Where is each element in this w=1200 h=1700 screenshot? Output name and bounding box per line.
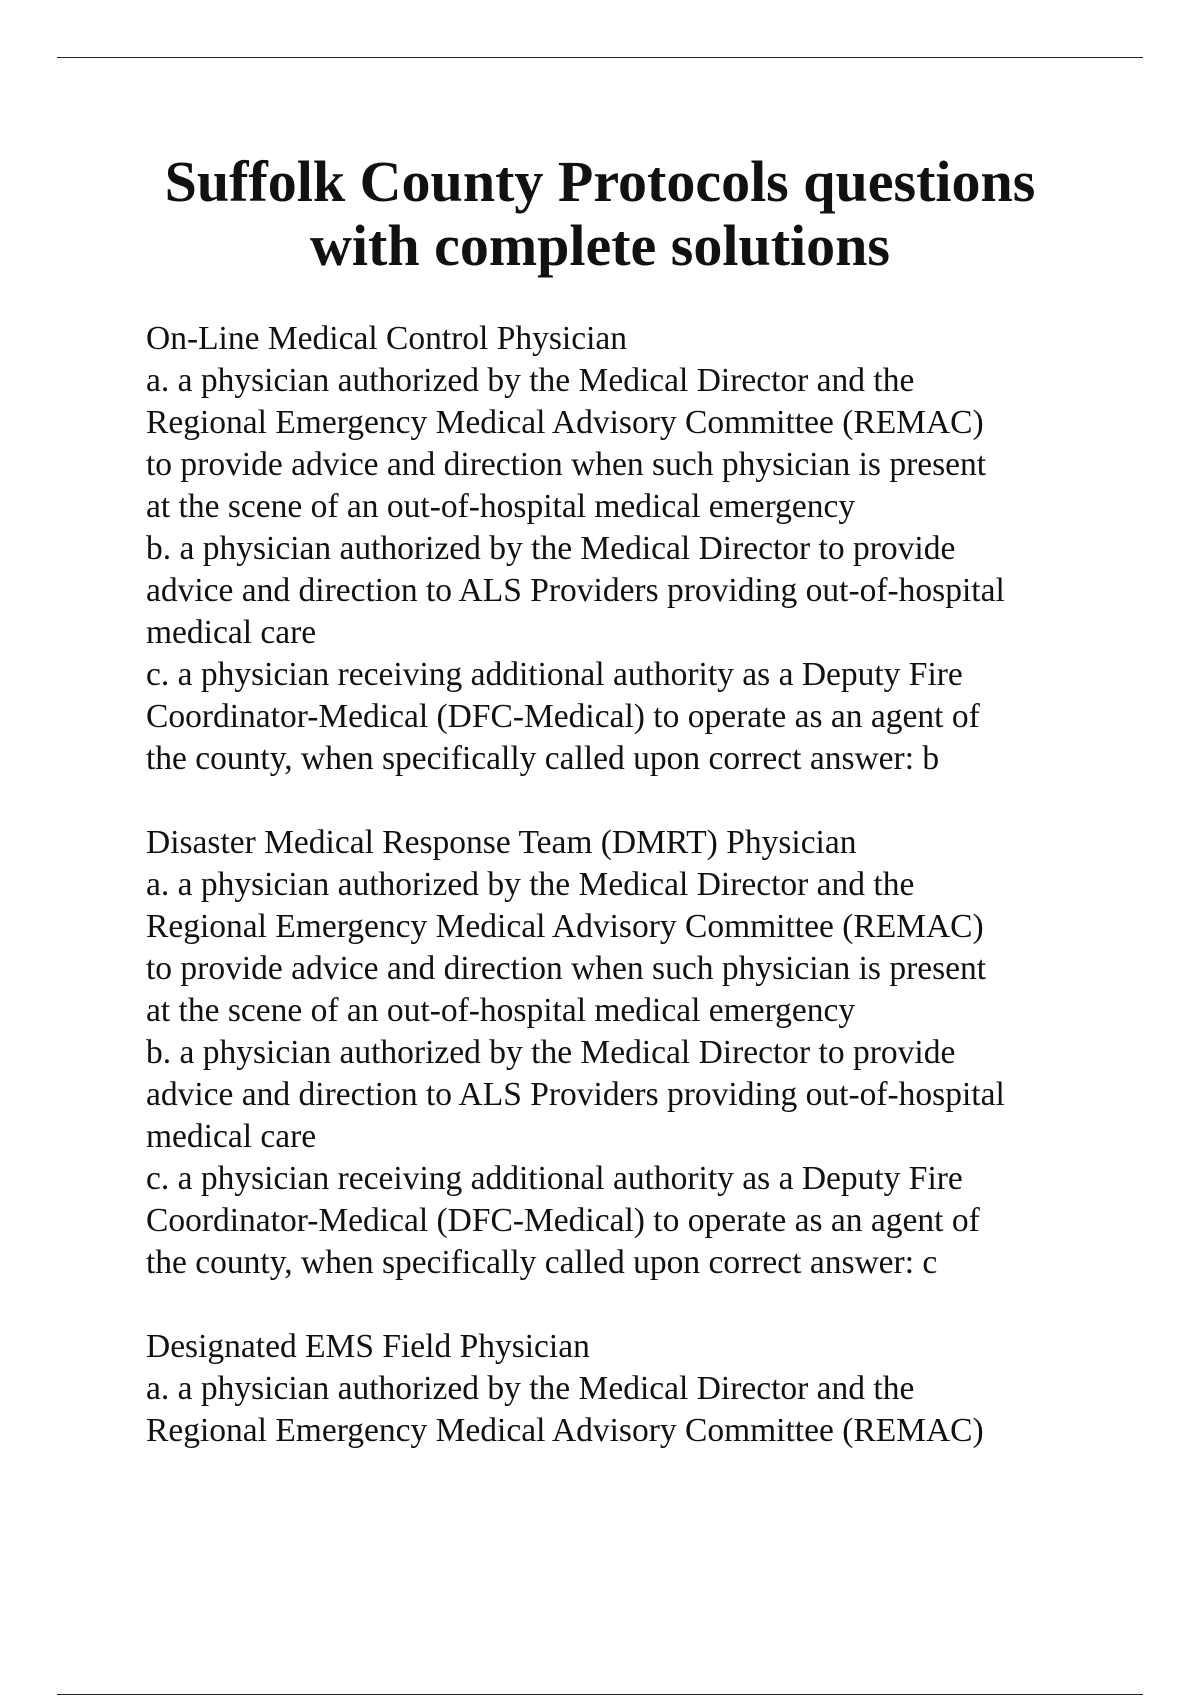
answer-line: b. a physician authorized by the Medical Director to provide: [146, 530, 956, 567]
answer-line: at the scene of an out-of-hospital medical emergency: [146, 992, 856, 1029]
answer-line: c. a physician receiving additional authority as a Deputy Fire: [146, 1160, 963, 1197]
question-block: [146, 318, 1146, 780]
answer-line: Regional Emergency Medical Advisory Committee (REMAC): [146, 404, 984, 441]
answer-line: a. a physician authorized by the Medical Director and the: [146, 866, 915, 903]
questions-list: [146, 318, 1146, 1494]
bottom-rule: [57, 1694, 1143, 1695]
answer-line: Coordinator-Medical (DFC-Medical) to operate as an agent of: [146, 698, 980, 735]
answer-line: medical care: [146, 1118, 317, 1155]
answer-line: Regional Emergency Medical Advisory Committee (REMAC): [146, 1412, 984, 1449]
answer-line: the county, when specifically called upon correct answer: b: [146, 740, 940, 777]
answer-line: medical care: [146, 614, 317, 651]
question-block: [146, 822, 1146, 1284]
question-term: Designated EMS Field Physician: [146, 1328, 590, 1365]
answer-line: advice and direction to ALS Providers providing out-of-hospital: [146, 572, 1005, 609]
answer-line: Coordinator-Medical (DFC-Medical) to operate as an agent of: [146, 1202, 980, 1239]
title-line-1: Suffolk County Protocols questions: [164, 149, 1036, 214]
question-term: On-Line Medical Control Physician: [146, 320, 628, 357]
title-line-2: with complete solutions: [310, 213, 890, 278]
question-term: Disaster Medical Response Team (DMRT) Physician: [146, 824, 857, 861]
answer-line: to provide advice and direction when such physician is present: [146, 950, 987, 987]
answer-line: c. a physician receiving additional authority as a Deputy Fire: [146, 656, 963, 693]
answer-line: b. a physician authorized by the Medical Director to provide: [146, 1034, 956, 1071]
answer-line: advice and direction to ALS Providers providing out-of-hospital: [146, 1076, 1005, 1113]
answer-line: the county, when specifically called upon correct answer: c: [146, 1244, 938, 1281]
answer-line: at the scene of an out-of-hospital medical emergency: [146, 488, 856, 525]
page-title: [100, 150, 1100, 278]
answer-line: Regional Emergency Medical Advisory Committee (REMAC): [146, 908, 984, 945]
question-block: [146, 1326, 1146, 1452]
answer-line: to provide advice and direction when such physician is present: [146, 446, 987, 483]
top-rule: [57, 57, 1143, 58]
answer-line: a. a physician authorized by the Medical Director and the: [146, 1370, 915, 1407]
answer-line: a. a physician authorized by the Medical Director and the: [146, 362, 915, 399]
